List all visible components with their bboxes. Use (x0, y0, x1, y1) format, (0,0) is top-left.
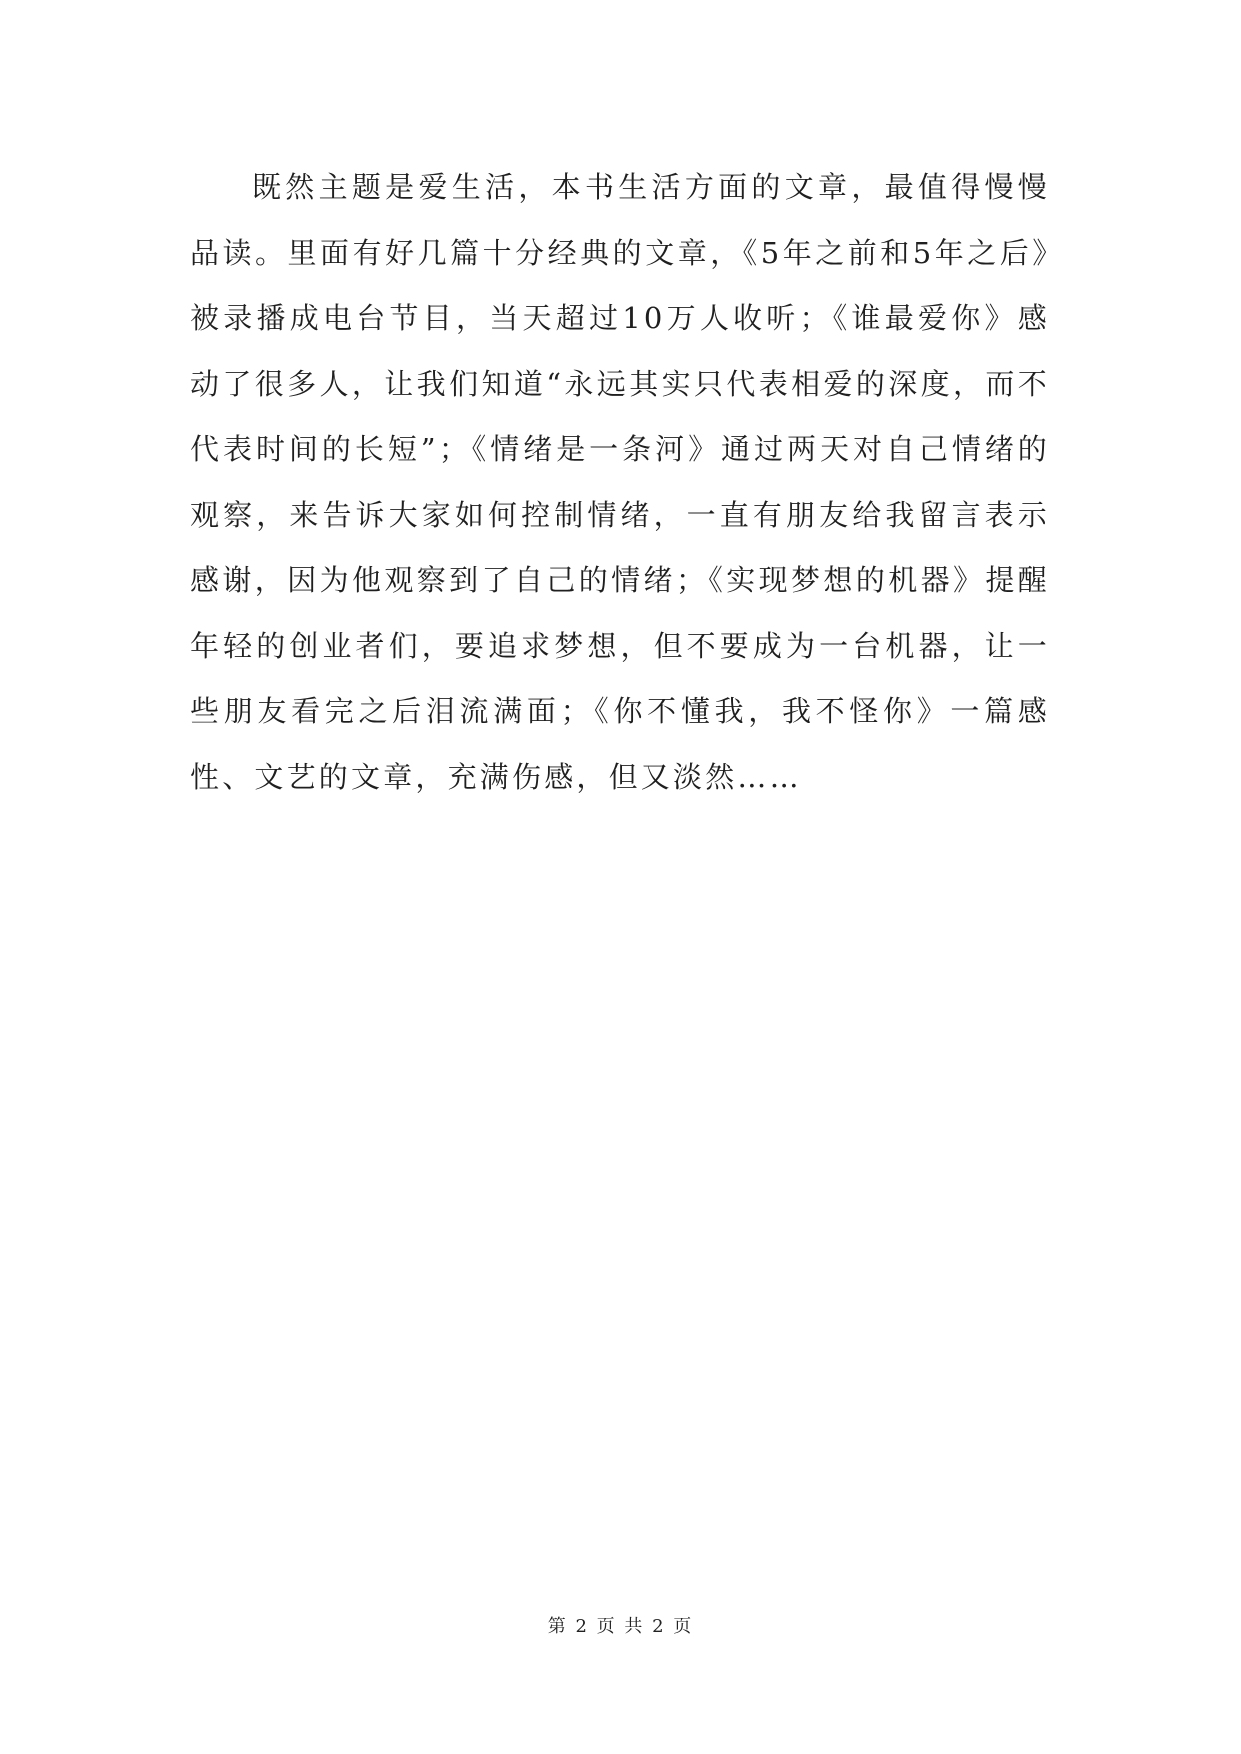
body-paragraph: 既然主题是爱生活，本书生活方面的文章，最值得慢慢品读。里面有好几篇十分经典的文章，《5年之前和5年之后》被录播成电台节目，当天超过10万人收听；《谁最爱你》感动了很多人，让我们知道“永远其实只代表相爱的深度，而不代表时间的长短”；《情绪是一条河》通过两天对自己情绪的观察，来告诉大家如何控制情绪，一直有朋友给我留言表示感谢，因为他观察到了自己的情绪；《实现梦想的机器》提醒年轻的创业者们，要追求梦想，但不要成为一台机器，让一些朋友看完之后泪流满面；《你不懂我，我不怪你》一篇感性、文艺的文章，充满伤感，但又淡然…… (190, 170, 1050, 794)
page-number-footer: 第 2 页 共 2 页 (547, 1616, 694, 1637)
